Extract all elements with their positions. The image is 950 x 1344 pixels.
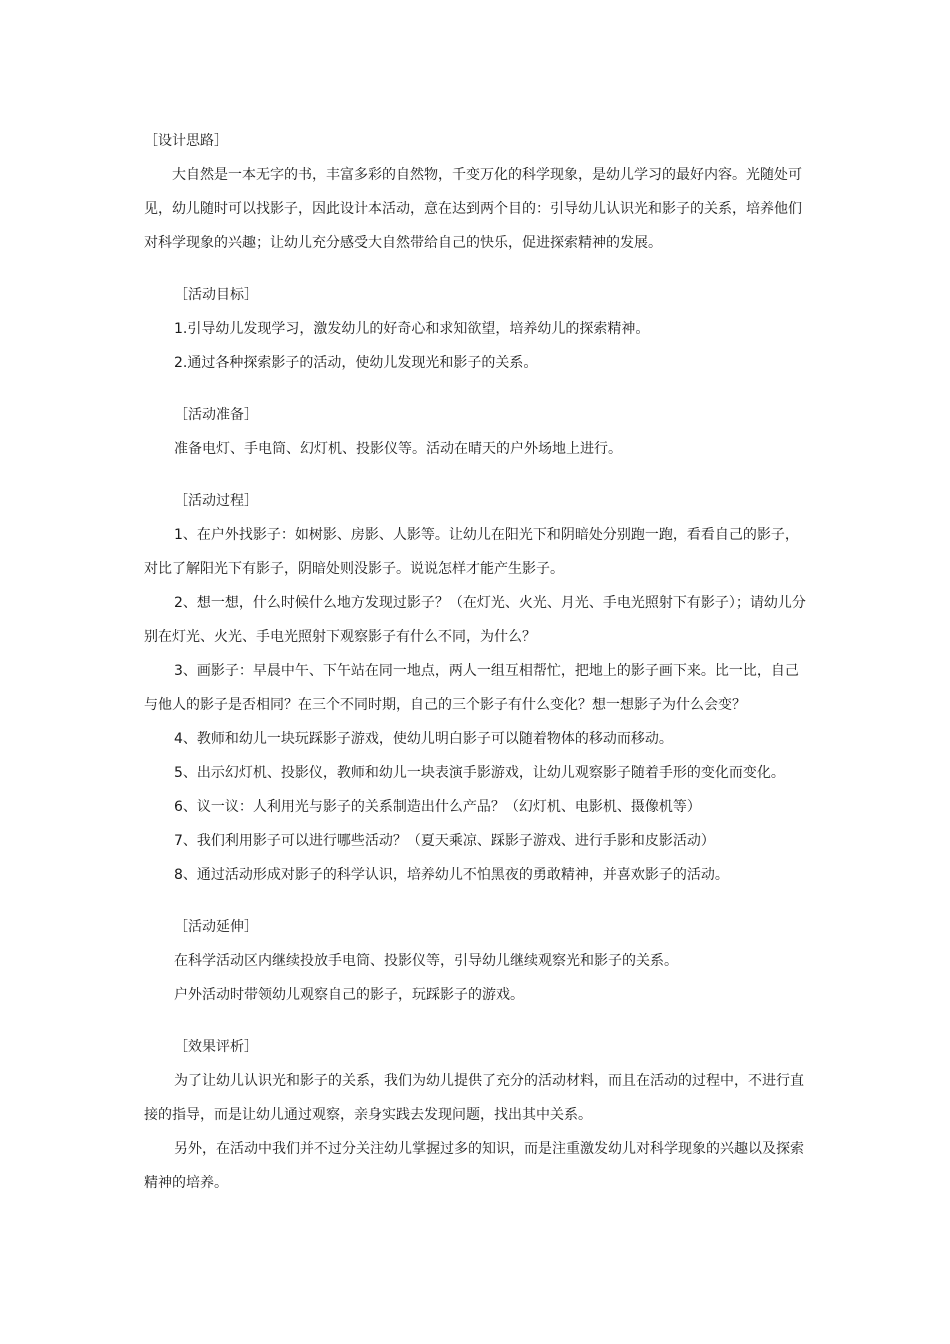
process-item-6: 6、议一议：人利用光与影子的关系制造出什么产品？（幻灯机、电影机、摄像机等） xyxy=(174,799,701,815)
process-item-4: 4、教师和幼儿一块玩踩影子游戏，使幼儿明白影子可以随着物体的移动而移动。 xyxy=(174,731,673,747)
process-item-8: 8、通过活动形成对影子的科学认识，培养幼儿不怕黑夜的勇敢精神，并喜欢影子的活动。 xyxy=(174,867,729,883)
extension-item-1: 在科学活动区内继续投放手电筒、投影仪等，引导幼儿继续观察光和影子的关系。 xyxy=(174,953,678,969)
goal-item-1: 1.引导幼儿发现学习，激发幼儿的好奇心和求知欲望，培养幼儿的探索精神。 xyxy=(174,321,650,337)
goal-item-2: 2.通过各种探索影子的活动，使幼儿发现光和影子的关系。 xyxy=(174,355,538,371)
process-item-2: 2、想一想，什么时候什么地方发现过影子？（在灯光、火光、月光、手电光照射下有影子）；请幼儿分别在灯光、火光、手电光照射下观察影子有什么不同，为什么？ xyxy=(144,595,806,645)
heading-process: ［活动过程］ xyxy=(174,493,258,509)
heading-design: ［设计思路］ xyxy=(144,133,228,149)
heading-evaluation: ［效果评析］ xyxy=(174,1039,258,1055)
extension-item-2: 户外活动时带领幼儿观察自己的影子，玩踩影子的游戏。 xyxy=(174,987,524,1003)
process-item-1: 1、在户外找影子：如树影、房影、人影等。让幼儿在阳光下和阴暗处分别跑一跑，看看自己的影子，对比了解阳光下有影子，阴暗处则没影子。说说怎样才能产生影子。 xyxy=(144,527,799,577)
heading-goals: ［活动目标］ xyxy=(174,287,258,303)
heading-extension: ［活动延伸］ xyxy=(174,919,258,935)
process-item-5: 5、出示幻灯机、投影仪，教师和幼儿一块表演手影游戏，让幼儿观察影子随着手形的变化而变化。 xyxy=(174,765,785,781)
heading-prep: ［活动准备］ xyxy=(174,407,258,423)
prep-text: 准备电灯、手电筒、幻灯机、投影仪等。活动在晴天的户外场地上进行。 xyxy=(174,441,622,457)
document-body xyxy=(144,124,808,1200)
process-item-3: 3、画影子：早晨中午、下午站在同一地点，两人一组互相帮忙，把地上的影子画下来。比一比，自己与他人的影子是否相同？在三个不同时期，自己的三个影子有什么变化？想一想影子为什么会变？ xyxy=(144,663,799,713)
evaluation-item-2: 另外，在活动中我们并不过分关注幼儿掌握过多的知识，而是注重激发幼儿对科学现象的兴趣以及探索精神的培养。 xyxy=(144,1141,804,1191)
evaluation-item-1: 为了让幼儿认识光和影子的关系，我们为幼儿提供了充分的活动材料，而且在活动的过程中，不进行直接的指导，而是让幼儿通过观察，亲身实践去发现问题，找出其中关系。 xyxy=(144,1073,804,1123)
design-paragraph: 大自然是一本无字的书，丰富多彩的自然物，千变万化的科学现象，是幼儿学习的最好内容。光随处可见，幼儿随时可以找影子，因此设计本活动，意在达到两个目的：引导幼儿认识光和影子的关系，培养他们对科学现象的兴趣；让幼儿充分感受大自然带给自己的快乐，促进探索精神的发展。 xyxy=(144,167,802,251)
process-item-7: 7、我们利用影子可以进行哪些活动？（夏天乘凉、踩影子游戏、进行手影和皮影活动） xyxy=(174,833,715,849)
